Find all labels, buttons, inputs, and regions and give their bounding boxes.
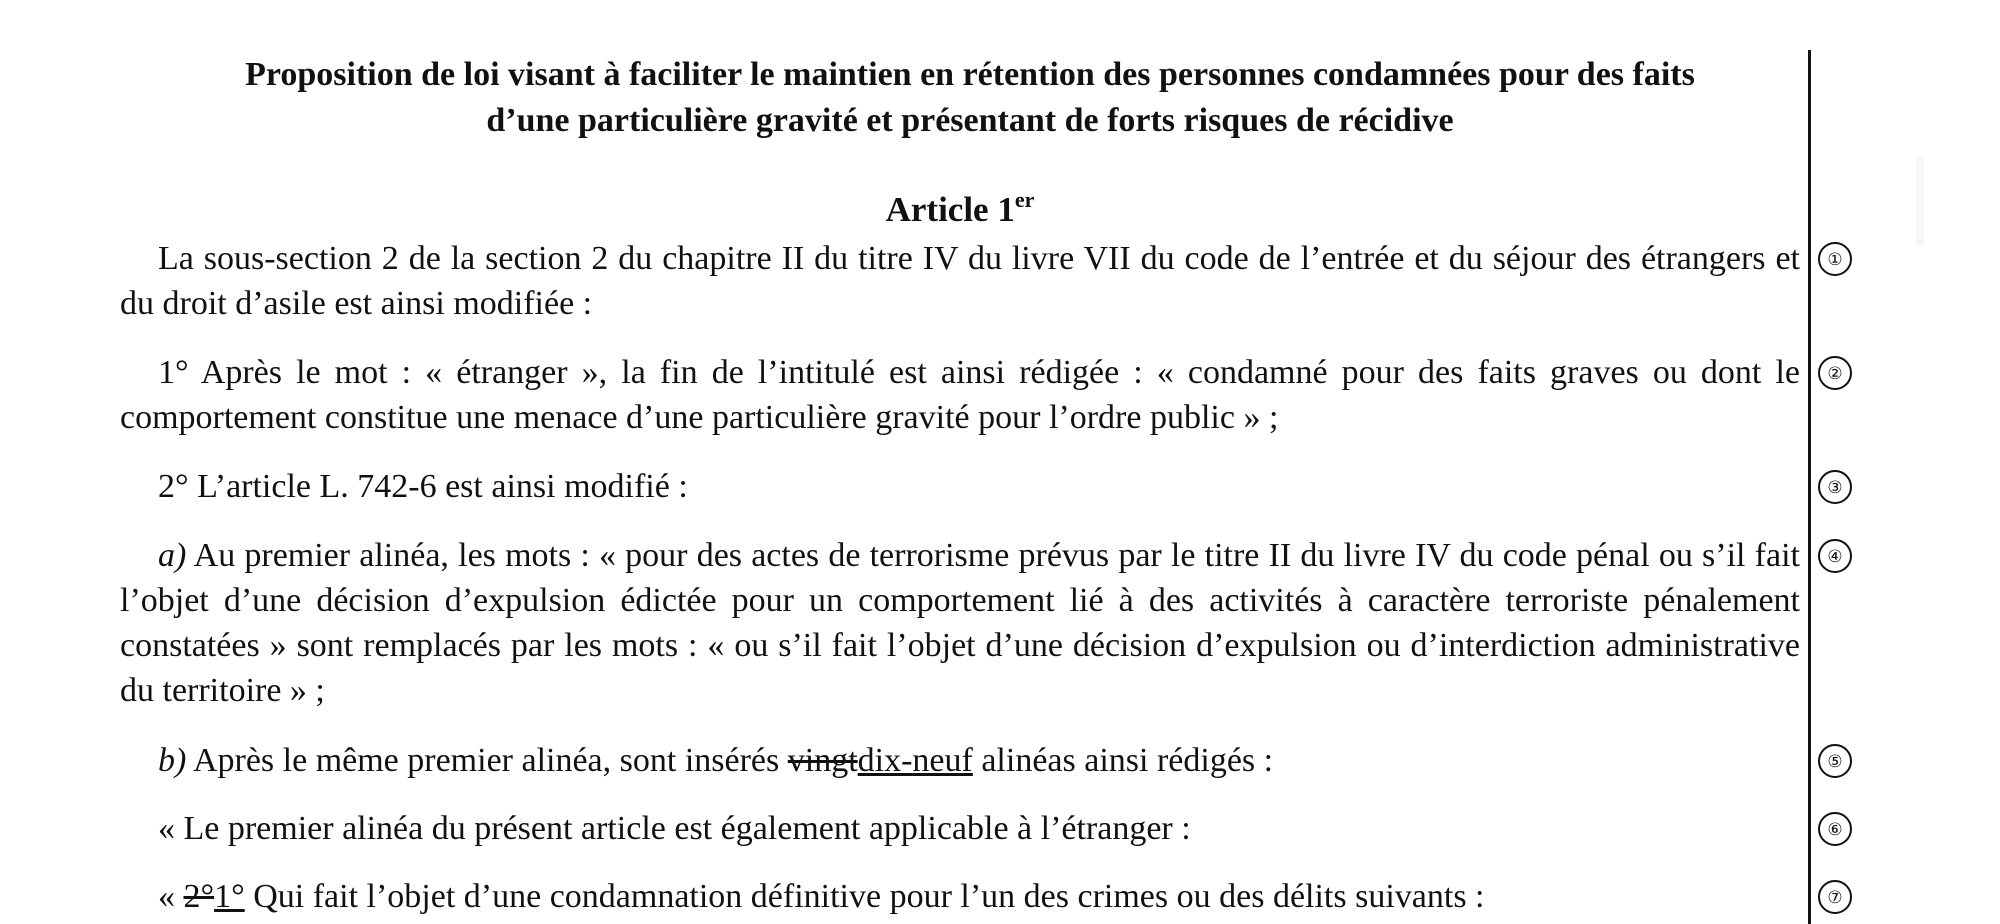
paragraph-7-inserted: 1° [214, 878, 245, 915]
article-label: Article 1 [885, 190, 1015, 229]
article-suffix: er [1014, 187, 1035, 212]
paragraph-7-struck: 2° [183, 878, 215, 915]
paragraph-marker-3: ③ [1818, 470, 1852, 504]
paragraph-7-after: Qui fait l’objet d’une condamnation définitive pour l’un des crimes ou des délits suivants : [244, 878, 1485, 915]
bill-title-line-2: d’une particulière gravité et présentant de forts risques de récidive [486, 102, 1454, 139]
paragraph-7-before: « [158, 878, 184, 915]
paragraph-5-after: alinéas ainsi rédigés : [972, 742, 1274, 779]
paragraph-4-text: Au premier alinéa, les mots : « pour des actes de terrorisme prévus par le titre II du livre IV du code pénal ou s’il fait l’objet d’une décision d’expulsion édictée pour un comportement lié à des activités à caractère terroriste pénalement constatées » sont remplacés par les mots : « ou s’il fait l’objet d’une décision d’expulsion ou d’interdiction administrative du territoire » ; [120, 537, 1800, 709]
paragraph-5 [120, 738, 1800, 783]
paragraph-3-text: 2° L’article L. 742-6 est ainsi modifié : [158, 468, 688, 505]
paragraph-marker-6: ⑥ [1818, 812, 1852, 846]
paragraph-4-label: a) [158, 537, 187, 574]
paragraph-5-inserted: dix-neuf [857, 742, 973, 779]
paragraph-marker-5: ⑤ [1818, 744, 1852, 778]
bill-title-line-1: Proposition de loi visant à faciliter le maintien en rétention des personnes condamnées pour des faits [245, 56, 1695, 93]
paragraph-3 [120, 464, 1800, 509]
paragraph-4 [120, 533, 1800, 713]
paragraph-marker-1: ① [1818, 242, 1852, 276]
paragraph-7 [120, 874, 1800, 919]
paragraph-marker-4: ④ [1818, 539, 1852, 573]
scroll-indicator[interactable] [1916, 156, 1924, 246]
paragraph-5-label: b) [158, 742, 187, 779]
paragraph-6-text: « Le premier alinéa du présent article est également applicable à l’étranger : [158, 810, 1191, 847]
paragraph-2-text: 1° Après le mot : « étranger », la fin de l’intitulé est ainsi rédigée : « condamné pour des faits graves ou dont le comportement constitue une menace d’une particulière gravité pour l’ordre public » ; [120, 354, 1800, 436]
bill-title [120, 52, 1820, 144]
paragraph-marker-2: ② [1818, 356, 1852, 390]
paragraph-6 [120, 806, 1800, 851]
paragraph-5-struck: vingt [787, 742, 858, 779]
paragraph-1 [120, 236, 1800, 326]
margin-rule [1808, 50, 1811, 924]
paragraph-2 [120, 350, 1800, 440]
paragraph-marker-7: ⑦ [1818, 880, 1852, 914]
paragraph-5-before: Après le même premier alinéa, sont insérés [186, 742, 788, 779]
article-heading [700, 188, 1220, 232]
paragraph-1-text: La sous-section 2 de la section 2 du chapitre II du titre IV du livre VII du code de l’entrée et du séjour des étrangers et du droit d’asile est ainsi modifiée : [120, 240, 1800, 322]
